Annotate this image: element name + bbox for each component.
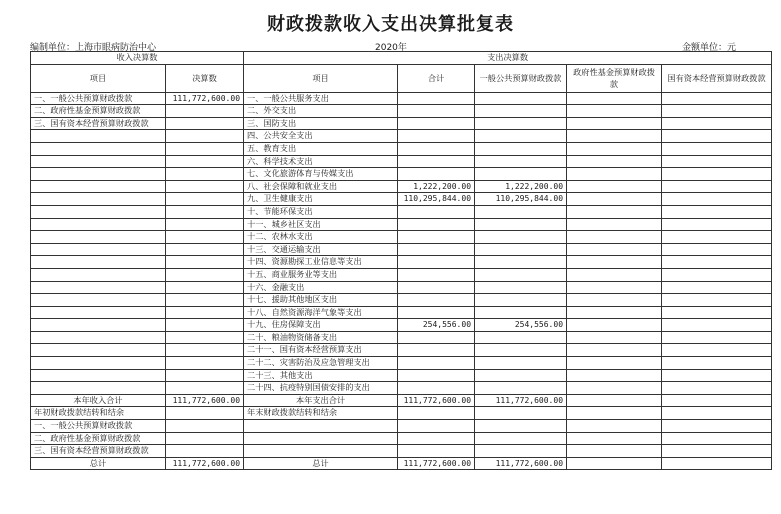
income-item	[31, 205, 166, 218]
expense-item: 九、卫生健康支出	[244, 193, 398, 206]
table-row	[31, 205, 772, 218]
table-row	[31, 268, 772, 281]
general-budget-amount	[475, 243, 567, 256]
general-budget-amount	[475, 306, 567, 319]
state-capital-amount	[662, 218, 772, 231]
table-row	[31, 382, 772, 395]
expense-item: 十四、资源勘探工业信息等支出	[244, 256, 398, 269]
expense-total	[398, 168, 475, 181]
appropriation-table	[30, 51, 772, 470]
col-general-budget: 一般公共预算财政拨款	[475, 64, 567, 92]
expense-item: 十六、金融支出	[244, 281, 398, 294]
expense-total	[398, 294, 475, 307]
expense-section-header: 支出决算数	[244, 52, 772, 65]
expense-total	[398, 256, 475, 269]
general-budget-amount	[475, 281, 567, 294]
fund-budget-amount	[567, 306, 662, 319]
state-capital-amount	[662, 105, 772, 118]
expense-item: 一、一般公共服务支出	[244, 92, 398, 105]
expense-total	[398, 205, 475, 218]
expense-total	[398, 105, 475, 118]
table-row	[31, 168, 772, 181]
fund-budget-amount	[567, 155, 662, 168]
income-amount: 111,772,600.00	[166, 92, 244, 105]
fund-budget-amount	[567, 218, 662, 231]
income-item	[31, 294, 166, 307]
income-amount	[166, 168, 244, 181]
income-item: 二、政府性基金预算财政拨款	[31, 105, 166, 118]
expense-item: 七、文化旅游体育与传媒支出	[244, 168, 398, 181]
expense-item: 十七、援助其他地区支出	[244, 294, 398, 307]
expense-item: 二十四、抗疫特别国债安排的支出	[244, 382, 398, 395]
fund-budget-amount	[567, 168, 662, 181]
income-amount	[166, 142, 244, 155]
income-amount	[166, 344, 244, 357]
grand-total-income-amount: 111,772,600.00	[166, 457, 244, 470]
expense-total	[398, 142, 475, 155]
general-budget-amount	[475, 382, 567, 395]
income-amount	[166, 130, 244, 143]
carryover-item: 一、一般公共预算财政拨款	[31, 420, 166, 433]
expense-item: 二十一、国有资本经营预算支出	[244, 344, 398, 357]
income-item	[31, 168, 166, 181]
income-item	[31, 268, 166, 281]
general-budget-amount	[475, 130, 567, 143]
income-item	[31, 306, 166, 319]
income-amount	[166, 155, 244, 168]
fund-budget-amount	[567, 256, 662, 269]
expense-item: 四、公共安全支出	[244, 130, 398, 143]
page-title: 财政拨款收入支出决算批复表	[267, 14, 514, 35]
state-capital-amount	[662, 319, 772, 332]
general-budget-amount	[475, 294, 567, 307]
income-item	[31, 369, 166, 382]
carryover-item-row	[31, 432, 772, 445]
expense-item: 十、节能环保支出	[244, 205, 398, 218]
expense-item: 十三、交通运输支出	[244, 243, 398, 256]
income-amount	[166, 357, 244, 370]
fund-budget-amount	[567, 344, 662, 357]
carryover-item: 二、政府性基金预算财政拨款	[31, 432, 166, 445]
table-row	[31, 92, 772, 105]
income-item: 三、国有资本经营预算财政拨款	[31, 117, 166, 130]
fund-budget-amount	[567, 92, 662, 105]
col-fund-budget: 政府性基金预算财政拨款	[567, 64, 662, 92]
state-capital-amount	[662, 281, 772, 294]
state-capital-amount	[662, 155, 772, 168]
expense-total: 254,556.00	[398, 319, 475, 332]
income-item	[31, 331, 166, 344]
fund-budget-amount	[567, 331, 662, 344]
table-row	[31, 243, 772, 256]
state-capital-amount	[662, 168, 772, 181]
state-capital-amount	[662, 243, 772, 256]
general-budget-amount	[475, 331, 567, 344]
general-budget-amount	[475, 155, 567, 168]
table-row	[31, 180, 772, 193]
income-amount	[166, 382, 244, 395]
year-total-row	[31, 394, 772, 407]
income-item	[31, 357, 166, 370]
income-item	[31, 281, 166, 294]
year-expense-total: 111,772,600.00	[398, 394, 475, 407]
table-row	[31, 294, 772, 307]
expense-item: 六、科学技术支出	[244, 155, 398, 168]
table-row	[31, 130, 772, 143]
fund-budget-amount	[567, 193, 662, 206]
expense-total	[398, 344, 475, 357]
table-row	[31, 218, 772, 231]
fund-budget-amount	[567, 357, 662, 370]
expense-total	[398, 155, 475, 168]
table-row	[31, 117, 772, 130]
income-amount	[166, 331, 244, 344]
income-item	[31, 256, 166, 269]
state-capital-amount	[662, 306, 772, 319]
state-capital-amount	[662, 294, 772, 307]
general-budget-amount: 110,295,844.00	[475, 193, 567, 206]
fund-budget-amount	[567, 319, 662, 332]
table-row	[31, 142, 772, 155]
fund-budget-amount	[567, 382, 662, 395]
general-budget-amount: 1,222,200.00	[475, 180, 567, 193]
income-amount	[166, 256, 244, 269]
income-amount	[166, 306, 244, 319]
income-item	[31, 180, 166, 193]
expense-total	[398, 331, 475, 344]
fund-budget-amount	[567, 369, 662, 382]
income-item	[31, 130, 166, 143]
expense-total	[398, 357, 475, 370]
fund-budget-amount	[567, 117, 662, 130]
grand-total-general: 111,772,600.00	[475, 457, 567, 470]
compiling-unit: 编制单位：上海市眼病防治中心	[30, 43, 157, 53]
expense-item: 二十、粮油物资储备支出	[244, 331, 398, 344]
state-capital-amount	[662, 92, 772, 105]
income-item: 一、一般公共预算财政拨款	[31, 92, 166, 105]
currency-unit: 金额单位：元	[681, 43, 736, 53]
opening-carryover-label: 年初财政拨款结转和结余	[31, 407, 166, 420]
state-capital-amount	[662, 117, 772, 130]
income-amount	[166, 180, 244, 193]
general-budget-amount	[475, 142, 567, 155]
table-row	[31, 369, 772, 382]
general-budget-amount	[475, 268, 567, 281]
carryover-row	[31, 407, 772, 420]
state-capital-amount	[662, 382, 772, 395]
closing-carryover-label: 年末财政拨款结转和结余	[244, 407, 398, 420]
income-amount	[166, 117, 244, 130]
expense-item: 八、社会保障和就业支出	[244, 180, 398, 193]
state-capital-amount	[662, 231, 772, 244]
general-budget-amount	[475, 357, 567, 370]
general-budget-amount	[475, 105, 567, 118]
col-expense-item: 项目	[244, 64, 398, 92]
table-row	[31, 357, 772, 370]
general-budget-amount	[475, 205, 567, 218]
col-state-capital: 国有资本经营预算财政拨款	[662, 64, 772, 92]
expense-total	[398, 281, 475, 294]
fund-budget-amount	[567, 243, 662, 256]
fund-budget-amount	[567, 268, 662, 281]
expense-total	[398, 369, 475, 382]
state-capital-amount	[662, 344, 772, 357]
income-item	[31, 344, 166, 357]
expense-total	[398, 382, 475, 395]
fund-budget-amount	[567, 142, 662, 155]
table-row	[31, 281, 772, 294]
expense-item: 二十三、其他支出	[244, 369, 398, 382]
income-item	[31, 155, 166, 168]
fund-budget-amount	[567, 281, 662, 294]
general-budget-amount: 254,556.00	[475, 319, 567, 332]
fund-budget-amount	[567, 130, 662, 143]
expense-total	[398, 243, 475, 256]
expense-total	[398, 117, 475, 130]
expense-item: 二、外交支出	[244, 105, 398, 118]
table-row	[31, 344, 772, 357]
expense-item: 三、国防支出	[244, 117, 398, 130]
income-item	[31, 319, 166, 332]
general-budget-amount	[475, 231, 567, 244]
fund-budget-amount	[567, 231, 662, 244]
expense-item: 十二、农林水支出	[244, 231, 398, 244]
state-capital-amount	[662, 130, 772, 143]
income-amount	[166, 281, 244, 294]
table-row	[31, 256, 772, 269]
income-item	[31, 382, 166, 395]
expense-item: 十九、住房保障支出	[244, 319, 398, 332]
expense-item: 十八、自然资源海洋气象等支出	[244, 306, 398, 319]
grand-total-row	[31, 457, 772, 470]
income-amount	[166, 218, 244, 231]
income-amount	[166, 243, 244, 256]
expense-item: 二十二、灾害防治及应急管理支出	[244, 357, 398, 370]
state-capital-amount	[662, 369, 772, 382]
year-expense-general: 111,772,600.00	[475, 394, 567, 407]
state-capital-amount	[662, 256, 772, 269]
fiscal-year: 2020年	[375, 43, 407, 53]
income-item	[31, 193, 166, 206]
col-total: 合计	[398, 64, 475, 92]
carryover-item-row	[31, 445, 772, 458]
table-row	[31, 155, 772, 168]
expense-total	[398, 130, 475, 143]
general-budget-amount	[475, 92, 567, 105]
state-capital-amount	[662, 180, 772, 193]
expense-item: 十一、城乡社区支出	[244, 218, 398, 231]
income-amount	[166, 369, 244, 382]
general-budget-amount	[475, 218, 567, 231]
income-amount	[166, 193, 244, 206]
state-capital-amount	[662, 142, 772, 155]
income-item	[31, 231, 166, 244]
fund-budget-amount	[567, 105, 662, 118]
state-capital-amount	[662, 193, 772, 206]
grand-total-income-label: 总计	[31, 457, 166, 470]
expense-total	[398, 306, 475, 319]
income-amount	[166, 268, 244, 281]
expense-item: 十五、商业服务业等支出	[244, 268, 398, 281]
income-amount	[166, 105, 244, 118]
expense-total	[398, 92, 475, 105]
income-amount	[166, 231, 244, 244]
col-income-amount: 决算数	[166, 64, 244, 92]
carryover-item-row	[31, 420, 772, 433]
fund-budget-amount	[567, 205, 662, 218]
general-budget-amount	[475, 256, 567, 269]
year-income-total-amount: 111,772,600.00	[166, 394, 244, 407]
income-amount	[166, 205, 244, 218]
year-expense-total-label: 本年支出合计	[244, 394, 398, 407]
general-budget-amount	[475, 117, 567, 130]
state-capital-amount	[662, 205, 772, 218]
expense-total: 110,295,844.00	[398, 193, 475, 206]
income-item	[31, 218, 166, 231]
expense-total	[398, 231, 475, 244]
general-budget-amount	[475, 369, 567, 382]
income-amount	[166, 294, 244, 307]
expense-total	[398, 268, 475, 281]
table-row	[31, 231, 772, 244]
fund-budget-amount	[567, 180, 662, 193]
table-row	[31, 306, 772, 319]
expense-item: 五、教育支出	[244, 142, 398, 155]
income-item	[31, 243, 166, 256]
expense-total: 1,222,200.00	[398, 180, 475, 193]
general-budget-amount	[475, 344, 567, 357]
fund-budget-amount	[567, 294, 662, 307]
grand-total-expense: 111,772,600.00	[398, 457, 475, 470]
state-capital-amount	[662, 357, 772, 370]
state-capital-amount	[662, 268, 772, 281]
grand-total-expense-label: 总计	[244, 457, 398, 470]
income-section-header: 收入决算数	[31, 52, 244, 65]
income-item	[31, 142, 166, 155]
table-row	[31, 319, 772, 332]
carryover-item: 三、国有资本经营预算财政拨款	[31, 445, 166, 458]
table-row	[31, 105, 772, 118]
expense-total	[398, 218, 475, 231]
table-row	[31, 331, 772, 344]
general-budget-amount	[475, 168, 567, 181]
year-income-total-label: 本年收入合计	[31, 394, 166, 407]
income-amount	[166, 319, 244, 332]
col-income-item: 项目	[31, 64, 166, 92]
state-capital-amount	[662, 331, 772, 344]
table-row	[31, 193, 772, 206]
